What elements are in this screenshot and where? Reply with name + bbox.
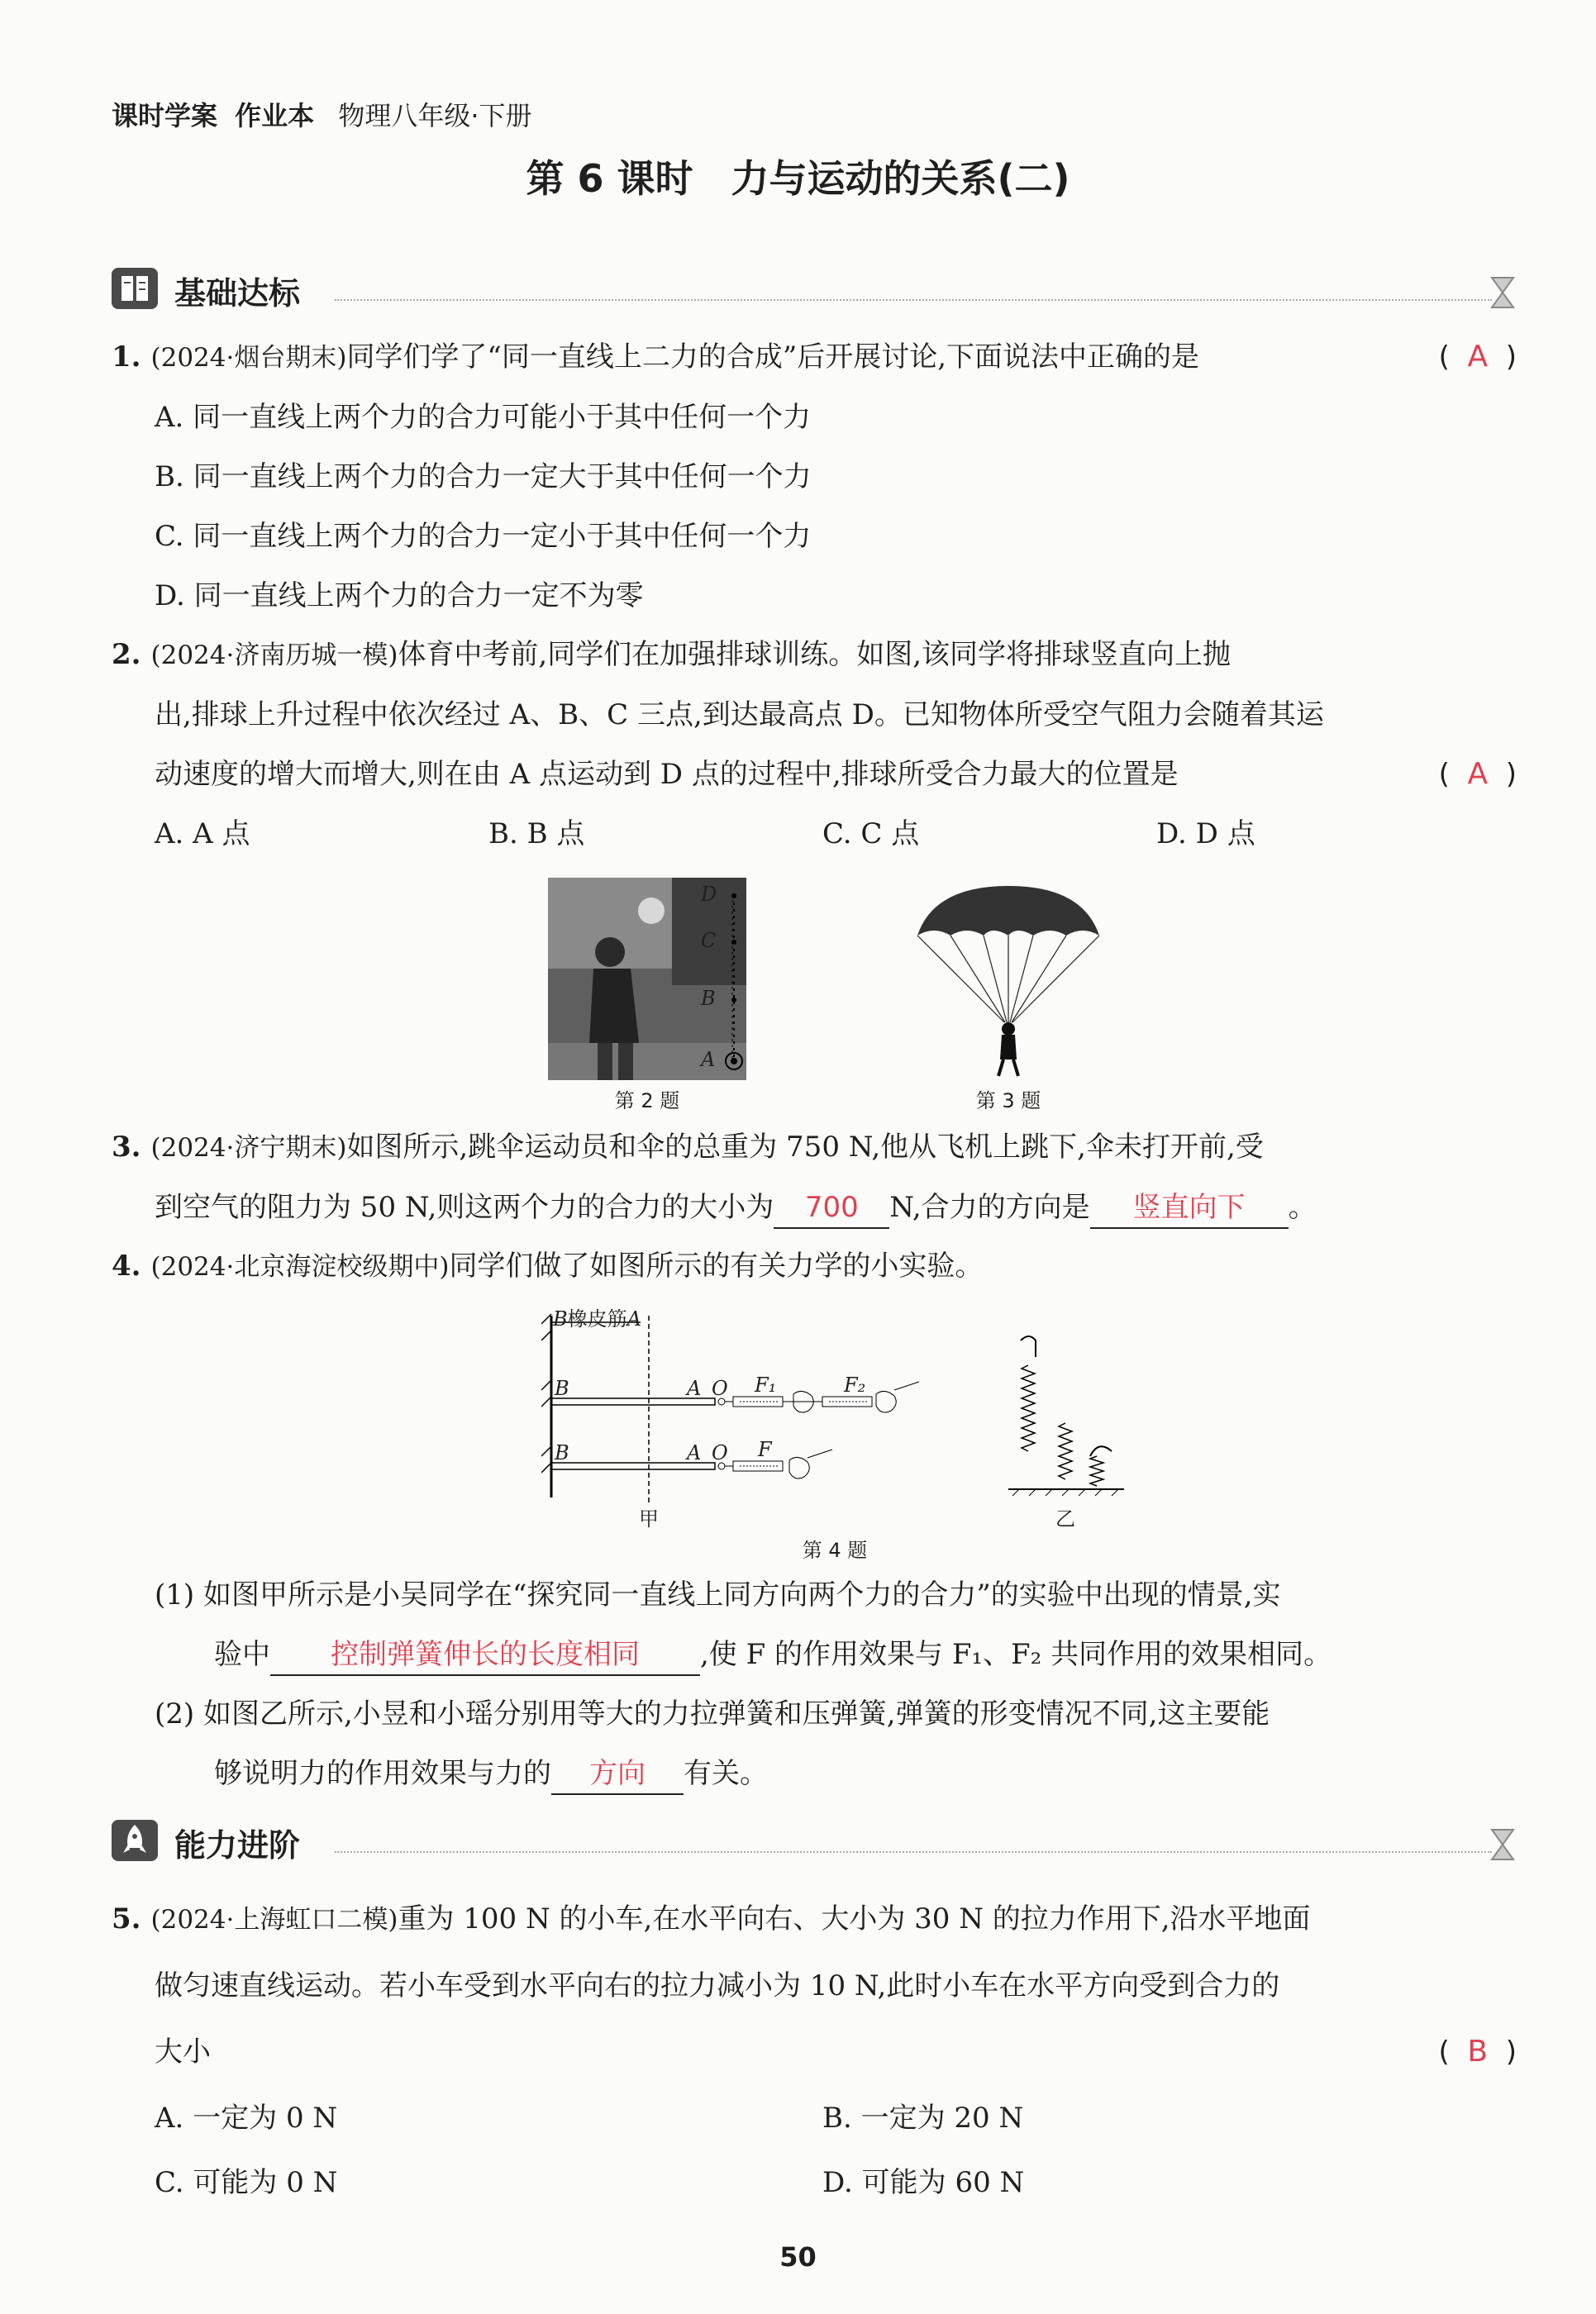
question-stem-line: 动速度的增大而增大,则在由 A 点运动到 D 点的过程中,排球所受合力最大的位置是 bbox=[155, 758, 1179, 791]
point-label-b: B bbox=[701, 987, 716, 1010]
answer-bracket: ( B ) bbox=[1438, 2035, 1517, 2069]
question-stem-text: 到空气的阻力为 50 N,则这两个力的合力的大小为 bbox=[155, 1191, 774, 1224]
subquestion-2-text: 有关。 bbox=[684, 1757, 768, 1790]
figure-4-caption: 第 4 题 bbox=[802, 1539, 868, 1562]
question-stem-line: 大小 bbox=[155, 2035, 211, 2069]
question-stem: 同学们学了“同一直线上二力的合成”后开展讨论,下面说法中正确的是 bbox=[346, 340, 1200, 374]
answer-blank-control: 控制弹簧伸长的长度相同 bbox=[270, 1635, 700, 1676]
force-f-label: F bbox=[758, 1438, 772, 1461]
question-stem-line: 重为 100 N 的小车,在水平向右、大小为 30 N 的拉力作用下,沿水平地面 bbox=[398, 1902, 1311, 1935]
question-source: (2024·济南历城一模) bbox=[150, 640, 398, 670]
question-1 bbox=[112, 327, 1517, 626]
question-number: 3. bbox=[112, 1131, 141, 1164]
question-number: 1. bbox=[112, 340, 141, 374]
figure-3-caption: 第 3 题 bbox=[975, 1089, 1041, 1112]
answer-choice: A bbox=[1467, 757, 1489, 791]
point-b-label: B bbox=[555, 1377, 569, 1400]
question-source: (2024·北京海淀校级期中) bbox=[150, 1252, 450, 1282]
option-c: C. C 点 bbox=[822, 817, 920, 850]
point-a-label: A bbox=[626, 1307, 641, 1331]
answer-choice: B bbox=[1467, 2035, 1489, 2069]
point-o-label: O bbox=[712, 1377, 728, 1400]
book-type: 作业本 bbox=[235, 100, 315, 131]
question-source: (2024·济宁期末) bbox=[150, 1133, 347, 1163]
section-name: 基础达标 bbox=[174, 275, 301, 312]
point-a-label: A bbox=[687, 1377, 702, 1400]
section-rule bbox=[335, 299, 1492, 301]
parachute-illustration bbox=[901, 878, 1116, 1080]
question-4 bbox=[112, 1236, 1517, 1297]
figure-4-yi bbox=[1004, 1332, 1128, 1531]
point-a-label: A bbox=[687, 1441, 702, 1464]
points-diagram bbox=[694, 878, 760, 1080]
question-source: (2024·烟台期末) bbox=[150, 343, 347, 373]
figure-4-jia bbox=[541, 1307, 971, 1531]
option-b: B. 同一直线上两个力的合力一定大于其中任何一个力 bbox=[155, 460, 812, 493]
question-number: 2. bbox=[112, 638, 141, 671]
option-a: A. 一定为 0 N bbox=[155, 2102, 338, 2135]
hourglass-icon bbox=[1489, 274, 1517, 311]
question-2 bbox=[112, 625, 1517, 864]
point-b-label: B bbox=[555, 1441, 569, 1464]
question-stem-text: N,合力的方向是 bbox=[889, 1191, 1090, 1224]
question-3 bbox=[112, 1117, 1517, 1237]
point-label-d: D bbox=[701, 883, 717, 906]
option-d: D. 同一直线上两个力的合力一定不为零 bbox=[155, 579, 644, 612]
question-number: 4. bbox=[112, 1250, 141, 1283]
book-icon bbox=[112, 268, 158, 309]
option-a: A. A 点 bbox=[155, 817, 250, 850]
point-label-a: A bbox=[701, 1048, 716, 1071]
answer-blank-direction: 竖直向下 bbox=[1090, 1188, 1289, 1229]
question-stem-line: 出,排球上升过程中依次经过 A、B、C 三点,到达最高点 D。已知物体所受空气阻力会随着其运 bbox=[155, 698, 1324, 731]
book-series-header bbox=[112, 95, 532, 133]
label-rubber-band bbox=[553, 1302, 641, 1331]
question-4-parts bbox=[112, 1565, 1517, 1803]
point-b-label: B bbox=[553, 1307, 568, 1331]
force-f1-label: F₁ bbox=[755, 1374, 777, 1397]
rubber-band-label: 橡皮筋 bbox=[567, 1307, 627, 1331]
hourglass-icon bbox=[1489, 1826, 1517, 1863]
question-stem-line: 体育中考前,同学们在加强排球训练。如图,该同学将排球竖直向上抛 bbox=[398, 638, 1232, 671]
figure-2-caption: 第 2 题 bbox=[614, 1089, 680, 1112]
figure-3 bbox=[901, 878, 1116, 1083]
question-stem-line: 做匀速直线运动。若小车受到水平向右的拉力减小为 10 N,此时小车在水平方向受到合力的 bbox=[155, 1969, 1280, 2002]
option-d: D. 可能为 60 N bbox=[822, 2166, 1025, 2199]
question-stem-line: 如图所示,跳伞运动员和伞的总重为 750 N,他从飞机上跳下,伞未打开前,受 bbox=[346, 1131, 1264, 1164]
page-number: 50 bbox=[779, 2241, 817, 2273]
subquestion-1-text: ,使 F 的作用效果与 F₁、F₂ 共同作用的效果相同。 bbox=[700, 1638, 1332, 1671]
answer-blank-magnitude: 700 bbox=[774, 1188, 889, 1229]
option-c: C. 可能为 0 N bbox=[155, 2166, 338, 2199]
answer-choice: A bbox=[1467, 340, 1489, 374]
question-source: (2024·上海虹口二模) bbox=[150, 1905, 398, 1935]
question-stem-line: 同学们做了如图所示的有关力学的小实验。 bbox=[449, 1250, 984, 1283]
subquestion-2-text: 够说明力的作用效果与力的 bbox=[214, 1757, 551, 1790]
series-name: 课时学案 bbox=[112, 100, 218, 131]
subquestion-2-line: (2) 如图乙所示,小昱和小瑶分别用等大的力拉弹簧和压弹簧,弹簧的形变情况不同,这主要能 bbox=[155, 1697, 1270, 1731]
option-b: B. 一定为 20 N bbox=[822, 2102, 1024, 2135]
section-name: 能力进阶 bbox=[174, 1827, 301, 1864]
answer-bracket: ( A ) bbox=[1438, 757, 1517, 791]
point-o-label: O bbox=[712, 1441, 728, 1464]
section-basic bbox=[112, 263, 1517, 316]
rubber-band-experiment bbox=[541, 1307, 971, 1522]
force-f2-label: F₂ bbox=[844, 1374, 866, 1397]
section-advanced bbox=[112, 1815, 1517, 1868]
option-a: A. 同一直线上两个力的合力可能小于其中任何一个力 bbox=[155, 401, 812, 434]
option-c: C. 同一直线上两个力的合力一定小于其中任何一个力 bbox=[155, 520, 812, 553]
springs-illustration bbox=[1004, 1332, 1128, 1497]
subject: 物理八年级·下册 bbox=[338, 100, 532, 131]
point-label-c: C bbox=[701, 929, 717, 952]
figure-jia-label: 甲 bbox=[639, 1507, 659, 1531]
question-stem-text: 。 bbox=[1288, 1191, 1317, 1224]
answer-bracket: ( A ) bbox=[1438, 340, 1517, 374]
figure-yi-label: 乙 bbox=[1055, 1507, 1075, 1531]
question-5 bbox=[112, 1886, 1517, 2214]
subquestion-1-text: 验中 bbox=[214, 1638, 270, 1671]
subquestion-1-line: (1) 如图甲所示是小吴同学在“探究同一直线上同方向两个力的合力”的实验中出现的情景,实 bbox=[155, 1578, 1281, 1612]
rocket-icon bbox=[112, 1820, 158, 1861]
option-d: D. D 点 bbox=[1156, 817, 1255, 850]
question-number: 5. bbox=[112, 1902, 141, 1935]
answer-blank-direction: 方向 bbox=[551, 1754, 684, 1795]
section-rule bbox=[335, 1851, 1492, 1853]
option-b: B. B 点 bbox=[488, 817, 585, 850]
lesson-title: 第 6 课时 力与运动的关系(二) bbox=[526, 156, 1070, 201]
